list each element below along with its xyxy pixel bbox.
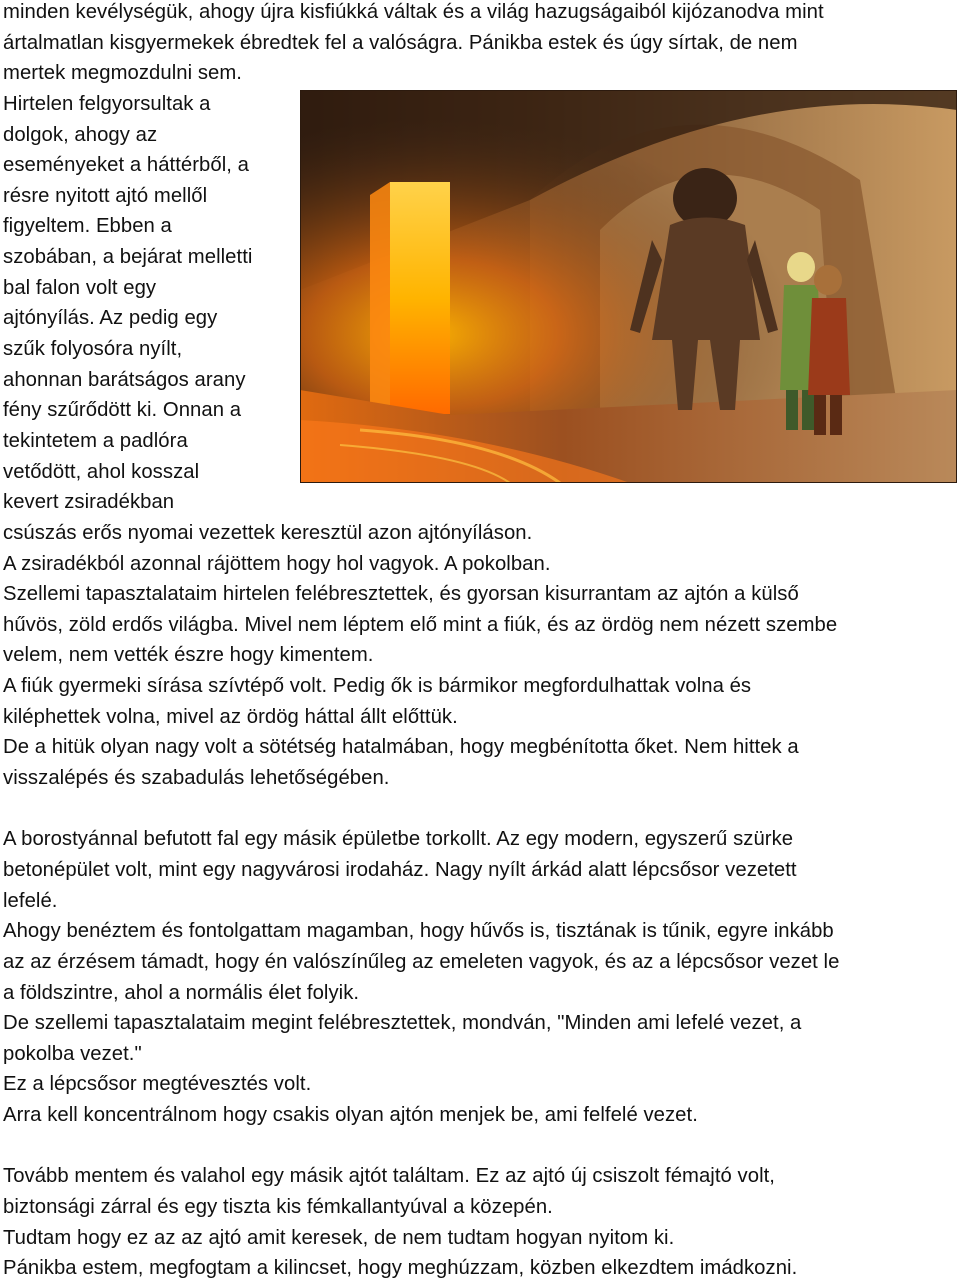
paragraph — [3, 1008, 953, 1069]
text-line: fény szűrődött ki. Onnan a — [3, 399, 242, 422]
text-line: Tudtam hogy ez az az ajtó amit keresek, de nem tudtam hogyan nyitom ki. — [3, 1226, 675, 1249]
paragraph — [3, 1161, 953, 1222]
text-line: bal falon volt egy — [3, 276, 157, 299]
text-line: pokolba vezet." — [3, 1042, 142, 1065]
text-line: ártalmatlan kisgyermekek ébredtek fel a valóságra. Pánikba estek és úgy sírtak, de nem — [3, 31, 798, 54]
text-line: betonépület volt, mint egy nagyvárosi irodaház. Nagy nyílt árkád alatt lépcsősor vezetett — [3, 858, 797, 881]
paragraph — [3, 549, 953, 580]
text-line: az az érzésem támadt, hogy én valószínűleg az emeleten vagyok, és az a lépcsősor vezet le — [3, 950, 840, 973]
paragraph — [3, 916, 953, 1008]
text-line: csúszás erős nyomai vezettek keresztül azon ajtónyíláson. — [3, 521, 533, 544]
text-line: kevert zsiradékban — [3, 491, 175, 514]
text-line: résre nyitott ajtó mellől — [3, 184, 208, 207]
text-line: ahonnan barátságos arany — [3, 368, 246, 391]
paragraph-gap — [3, 1131, 953, 1162]
text-line: Ez a lépcsősor megtévesztés volt. — [3, 1073, 312, 1096]
text-line: lefelé. — [3, 889, 58, 912]
paragraph — [3, 1253, 953, 1284]
text-line: figyeltem. Ebben a — [3, 215, 172, 238]
paragraph — [3, 732, 953, 793]
text-line: biztonsági zárral és egy tiszta kis fémkallantyúval a közepén. — [3, 1195, 553, 1218]
text-line: eseményeket a háttérből, a — [3, 154, 249, 177]
text-line: minden kevélységük, ahogy újra kisfiúkká váltak és a világ hazugságaiból kijózanodva mint — [3, 1, 824, 23]
text-line: hűvös, zöld erdős világba. Mivel nem léptem elő mint a fiúk, és az ördög nem nézett szembe — [3, 613, 838, 636]
text-line: Ahogy benéztem és fontolgattam magamban, hogy hűvős is, tisztának is tűnik, egyre inkább — [3, 920, 834, 943]
text-line: De szellemi tapasztalataim megint felébresztettek, mondván, "Minden ami lefelé vezet, a — [3, 1012, 802, 1035]
text-line: a földszintre, ahol a normális élet folyik. — [3, 981, 360, 1004]
paragraph — [3, 824, 953, 916]
paragraph — [3, 1100, 953, 1131]
paragraph — [3, 671, 953, 732]
text-line: dolgok, ahogy az — [3, 123, 158, 146]
glowing-doorway — [390, 182, 450, 414]
text-line: A fiúk gyermeki sírása szívtépő volt. Pedig ők is bármikor megfordulhattak volna és — [3, 675, 752, 698]
text-line: Szellemi tapasztalataim hirtelen felébresztettek, és gyorsan kisurrantam az ajtón a külső — [3, 583, 799, 606]
text-line: visszalépés és szabadulás lehetőségében. — [3, 767, 390, 790]
text-line: mertek megmozdulni sem. — [3, 62, 242, 85]
text-line: ajtónyílás. Az pedig egy — [3, 307, 218, 330]
illustration — [300, 90, 957, 483]
text-line: velem, nem vették észre hogy kimentem. — [3, 644, 374, 667]
paragraph — [3, 1223, 953, 1254]
text-line: szűk folyosóra nyílt, — [3, 338, 183, 361]
text-line: kiléphettek volna, mivel az ördög háttal állt előttük. — [3, 705, 458, 728]
paragraph-gap — [3, 794, 953, 825]
paragraph — [3, 579, 953, 671]
text-line: tekintetem a padlóra — [3, 429, 188, 452]
text-line: Tovább mentem és valahol egy másik ajtót találtam. Ez az ajtó új csiszolt fémajtó volt, — [3, 1165, 775, 1188]
text-line: Hirtelen felgyorsultak a — [3, 92, 211, 115]
text-line: Arra kell koncentrálnom hogy csakis olyan ajtón menjek be, ami felfelé vezet. — [3, 1104, 698, 1127]
text-line: De a hitük olyan nagy volt a sötétség hatalmában, hogy megbénította őket. Nem hittek a — [3, 736, 799, 759]
painting-illustration — [300, 90, 957, 483]
paragraph — [3, 0, 953, 89]
text-line: vetődött, ahol kosszal — [3, 460, 200, 483]
text-line: A borostyánnal befutott fal egy másik épületbe torkollt. Az egy modern, egyszerű szürke — [3, 828, 794, 851]
text-line: szobában, a bejárat melletti — [3, 246, 253, 269]
text-line: Pánikba estem, megfogtam a kilincset, hogy meghúzzam, közben elkezdtem imádkozni. — [3, 1257, 798, 1280]
text-line: A zsiradékból azonnal rájöttem hogy hol vagyok. A pokolban. — [3, 552, 551, 575]
paragraph — [3, 1069, 953, 1100]
